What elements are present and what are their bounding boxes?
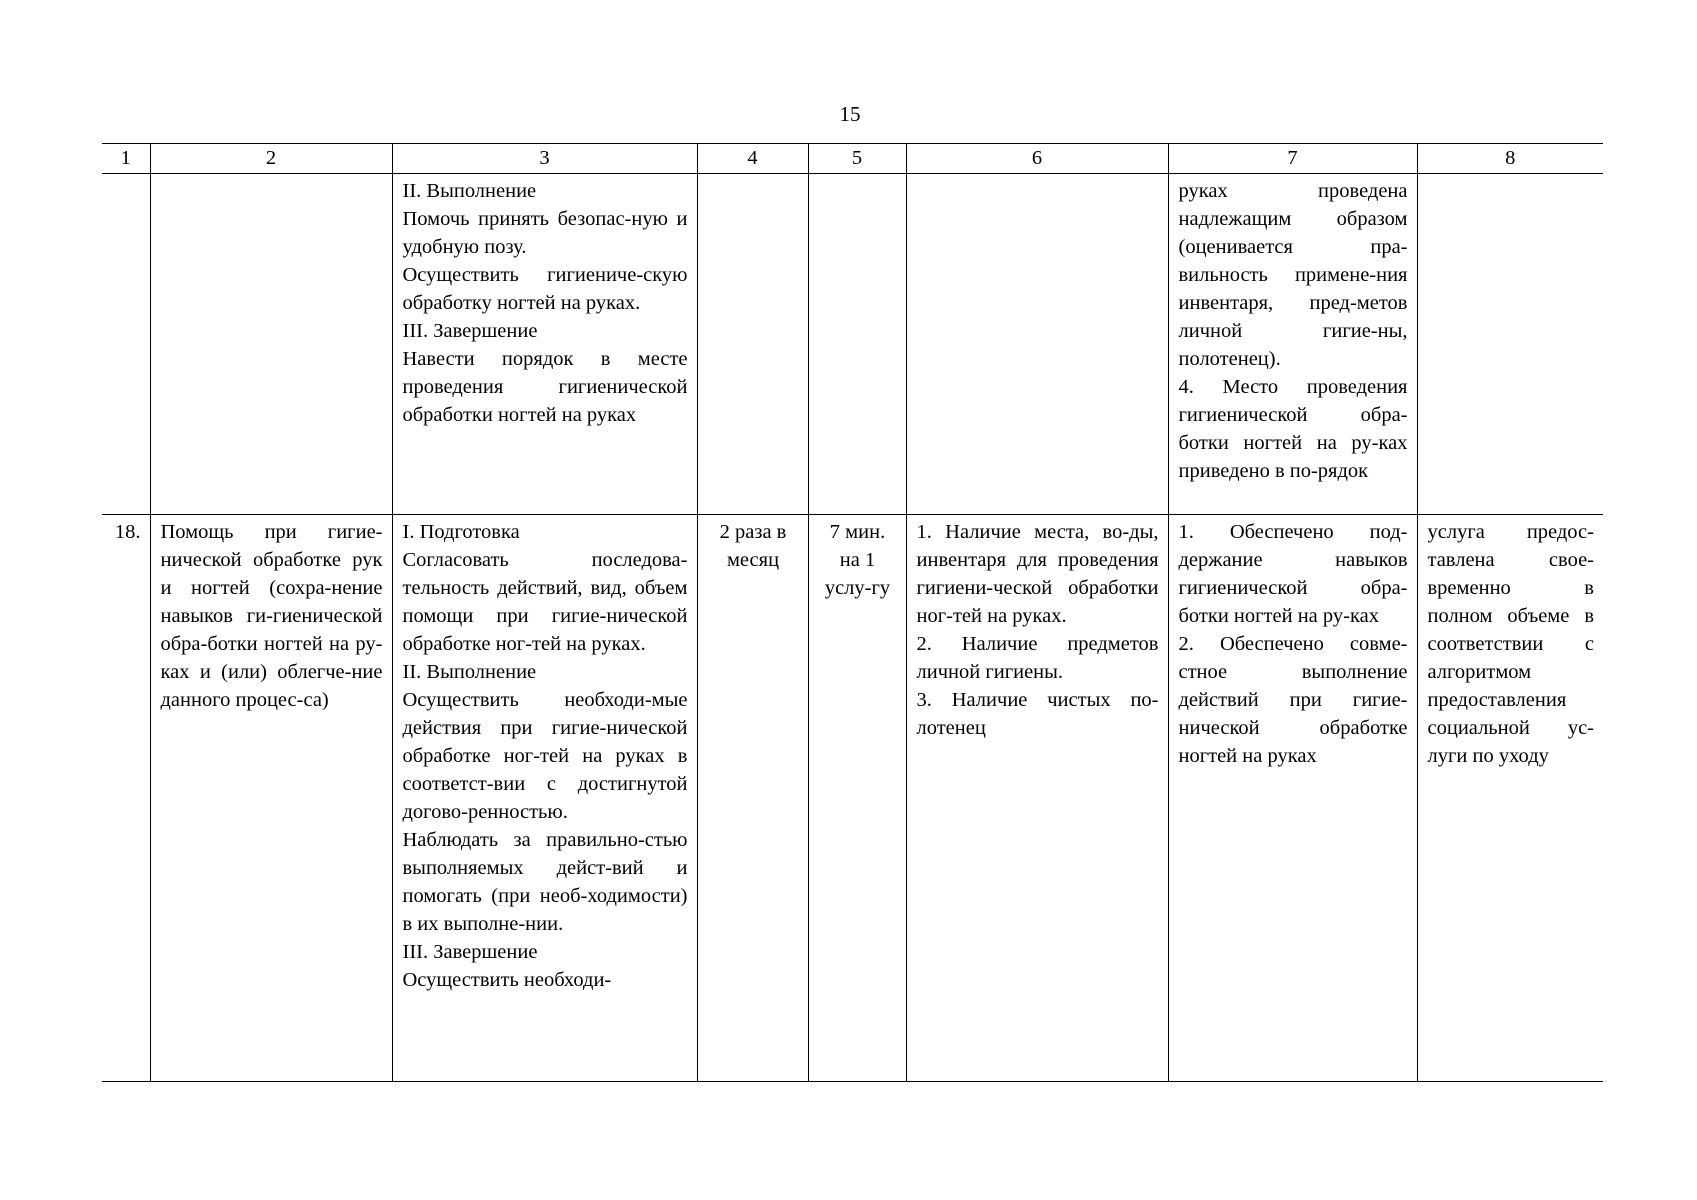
cell-frequency: 2 раза в месяц — [697, 515, 808, 1082]
column-header: 8 — [1417, 144, 1603, 174]
table-row — [102, 174, 1603, 515]
cell-procedure: I. Подготовка Согласовать последова-тельность действий, вид, объем помощи при гигие-нической обработке ног-тей на руках. II. Выполнение Осуществить необходи-мые действия при гигие-нической обработке ног-тей на руках в соответст-вии с достигнутой догово-ренностью. Наблюдать за правильно-стью выполняемых дейст-вий и помогать (при необ-ходимости) в их выполне-нии. III. Завершение Осуществить необходи- — [392, 515, 697, 1082]
cell-time-norm: 7 мин. на 1 услу-гу — [808, 515, 906, 1082]
column-header: 5 — [808, 144, 906, 174]
cell-number: 18. — [102, 515, 150, 1082]
header-row — [102, 144, 1603, 174]
cell-service-name — [150, 174, 392, 515]
column-header: 4 — [697, 144, 808, 174]
cell-number — [102, 174, 150, 515]
column-header: 6 — [906, 144, 1168, 174]
column-header: 3 — [392, 144, 697, 174]
column-header: 2 — [150, 144, 392, 174]
cell-results: 1. Обеспечено под-держание навыков гигиенической обра-ботки ногтей на ру-ках 2. Обеспечено совме-стное выполнение действий при гигие-нической обработке ногтей на руках — [1168, 515, 1417, 1082]
cell-quality — [1417, 174, 1603, 515]
cell-service-name: Помощь при гигие-нической обработке рук и ногтей (сохра-нение навыков ги-гиенической обра-ботки ногтей на ру-ках и (или) облегче-ние данного процес-са) — [150, 515, 392, 1082]
column-header: 1 — [102, 144, 150, 174]
column-header: 7 — [1168, 144, 1417, 174]
table-row — [102, 515, 1603, 1082]
cell-conditions — [906, 174, 1168, 515]
cell-results: руках проведена надлежащим образом (оценивается пра-вильность примене-ния инвентаря, пред-метов личной гигие-ны, полотенец). 4. Место проведения гигиенической обра-ботки ногтей на ру-ках приведено в по-рядок — [1168, 174, 1417, 515]
services-table — [102, 143, 1603, 1082]
cell-frequency — [697, 174, 808, 515]
cell-time-norm — [808, 174, 906, 515]
cell-quality: услуга предос-тавлена свое-временно в полном объеме в соответствии с алгоритмом предоставления социальной ус-луги по уходу — [1417, 515, 1603, 1082]
cell-conditions: 1. Наличие места, во-ды, инвентаря для проведения гигиени-ческой обработки ног-тей на руках. 2. Наличие предметов личной гигиены. 3. Наличие чистых по-лотенец — [906, 515, 1168, 1082]
cell-procedure: II. Выполнение Помочь принять безопас-ную и удобную позу. Осуществить гигиениче-скую обработку ногтей на руках. III. Завершение Навести порядок в месте проведения гигиенической обработки ногтей на руках — [392, 174, 697, 515]
page-number: 15 — [839, 102, 861, 126]
